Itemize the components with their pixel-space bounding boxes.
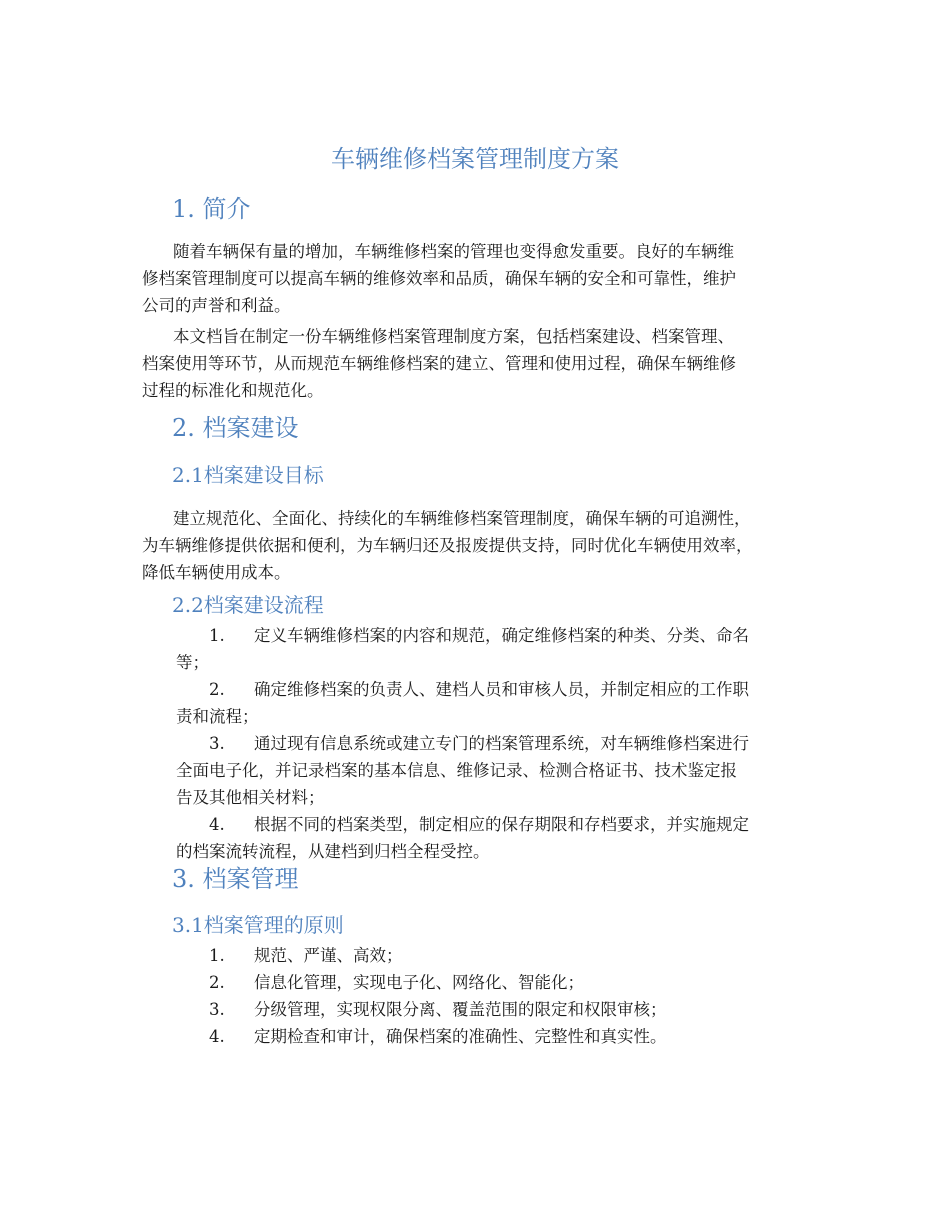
- list-item: [142, 1023, 832, 1050]
- subsection-heading-management-principles: 3.1档案管理的原则: [172, 913, 344, 937]
- text-line: 随着车辆保有量的增加，车辆维修档案的管理也变得愈发重要。良好的车辆维: [173, 242, 734, 261]
- document-title: 车辆维修档案管理制度方案: [331, 145, 619, 173]
- list-item: [142, 996, 832, 1023]
- text-line: 定义车辆维修档案的内容和规范，确定维修档案的种类、分类、命名: [254, 626, 749, 645]
- text-line: 修档案管理制度可以提高车辆的维修效率和品质，确保车辆的安全和可靠性，维护: [142, 269, 736, 288]
- text-line: 责和流程；: [176, 707, 259, 726]
- text-line: 通过现有信息系统或建立专门的档案管理系统，对车辆维修档案进行: [254, 734, 749, 753]
- management-principles-list: [142, 942, 832, 1050]
- text-line: 根据不同的档案类型，制定相应的保存期限和存档要求，并实施规定: [254, 815, 749, 834]
- list-item: [142, 622, 832, 676]
- list-number: 2.: [209, 680, 225, 699]
- section-heading-intro: 1. 简介: [172, 195, 251, 223]
- list-item: [142, 942, 832, 969]
- list-number: 4.: [209, 815, 225, 834]
- text-line: 的档案流转流程，从建档到归档全程受控。: [176, 842, 490, 861]
- list-item: [142, 730, 832, 811]
- section-heading-archive-building: 2. 档案建设: [172, 414, 299, 442]
- list-item: [142, 811, 832, 865]
- text-line: 公司的声誉和利益。: [142, 296, 291, 315]
- list-number: 4.: [209, 1027, 225, 1046]
- list-item: [142, 969, 832, 996]
- section-heading-archive-management: 3. 档案管理: [172, 865, 299, 893]
- text-line: 告及其他相关材料；: [176, 788, 325, 807]
- list-item-text: 信息化管理，实现电子化、网络化、智能化；: [254, 973, 584, 992]
- text-line: 等；: [176, 653, 209, 672]
- list-number: 3.: [209, 734, 225, 753]
- building-goal-paragraph: [142, 505, 832, 586]
- text-line: 建立规范化、全面化、持续化的车辆维修档案管理制度，确保车辆的可追溯性，: [173, 509, 751, 528]
- subsection-heading-building-process: 2.2档案建设流程: [172, 593, 324, 617]
- list-item-text: 规范、严谨、高效；: [254, 946, 403, 965]
- list-number: 1.: [209, 946, 225, 965]
- subsection-heading-building-goal: 2.1档案建设目标: [172, 463, 324, 487]
- list-item: [142, 676, 832, 730]
- list-item-text: 分级管理，实现权限分离、覆盖范围的限定和权限审核；: [254, 1000, 667, 1019]
- list-number: 2.: [209, 973, 225, 992]
- intro-paragraph-2: [142, 323, 832, 404]
- list-number: 3.: [209, 1000, 225, 1019]
- text-line: 为车辆维修提供依据和便利，为车辆归还及报废提供支持，同时优化车辆使用效率，: [142, 536, 753, 555]
- intro-paragraph-1: [142, 238, 832, 319]
- text-line: 过程的标准化和规范化。: [142, 381, 324, 400]
- text-line: 本文档旨在制定一份车辆维修档案管理制度方案，包括档案建设、档案管理、: [173, 327, 734, 346]
- text-line: 降低车辆使用成本。: [142, 563, 291, 582]
- text-line: 全面电子化，并记录档案的基本信息、维修记录、检测合格证书、技术鉴定报: [176, 761, 737, 780]
- list-item-text: 定期检查和审计，确保档案的准确性、完整性和真实性。: [254, 1027, 667, 1046]
- text-line: 档案使用等环节，从而规范车辆维修档案的建立、管理和使用过程，确保车辆维修: [142, 354, 736, 373]
- building-process-list: [142, 622, 832, 865]
- text-line: 确定维修档案的负责人、建档人员和审核人员，并制定相应的工作职: [254, 680, 749, 699]
- list-number: 1.: [209, 626, 225, 645]
